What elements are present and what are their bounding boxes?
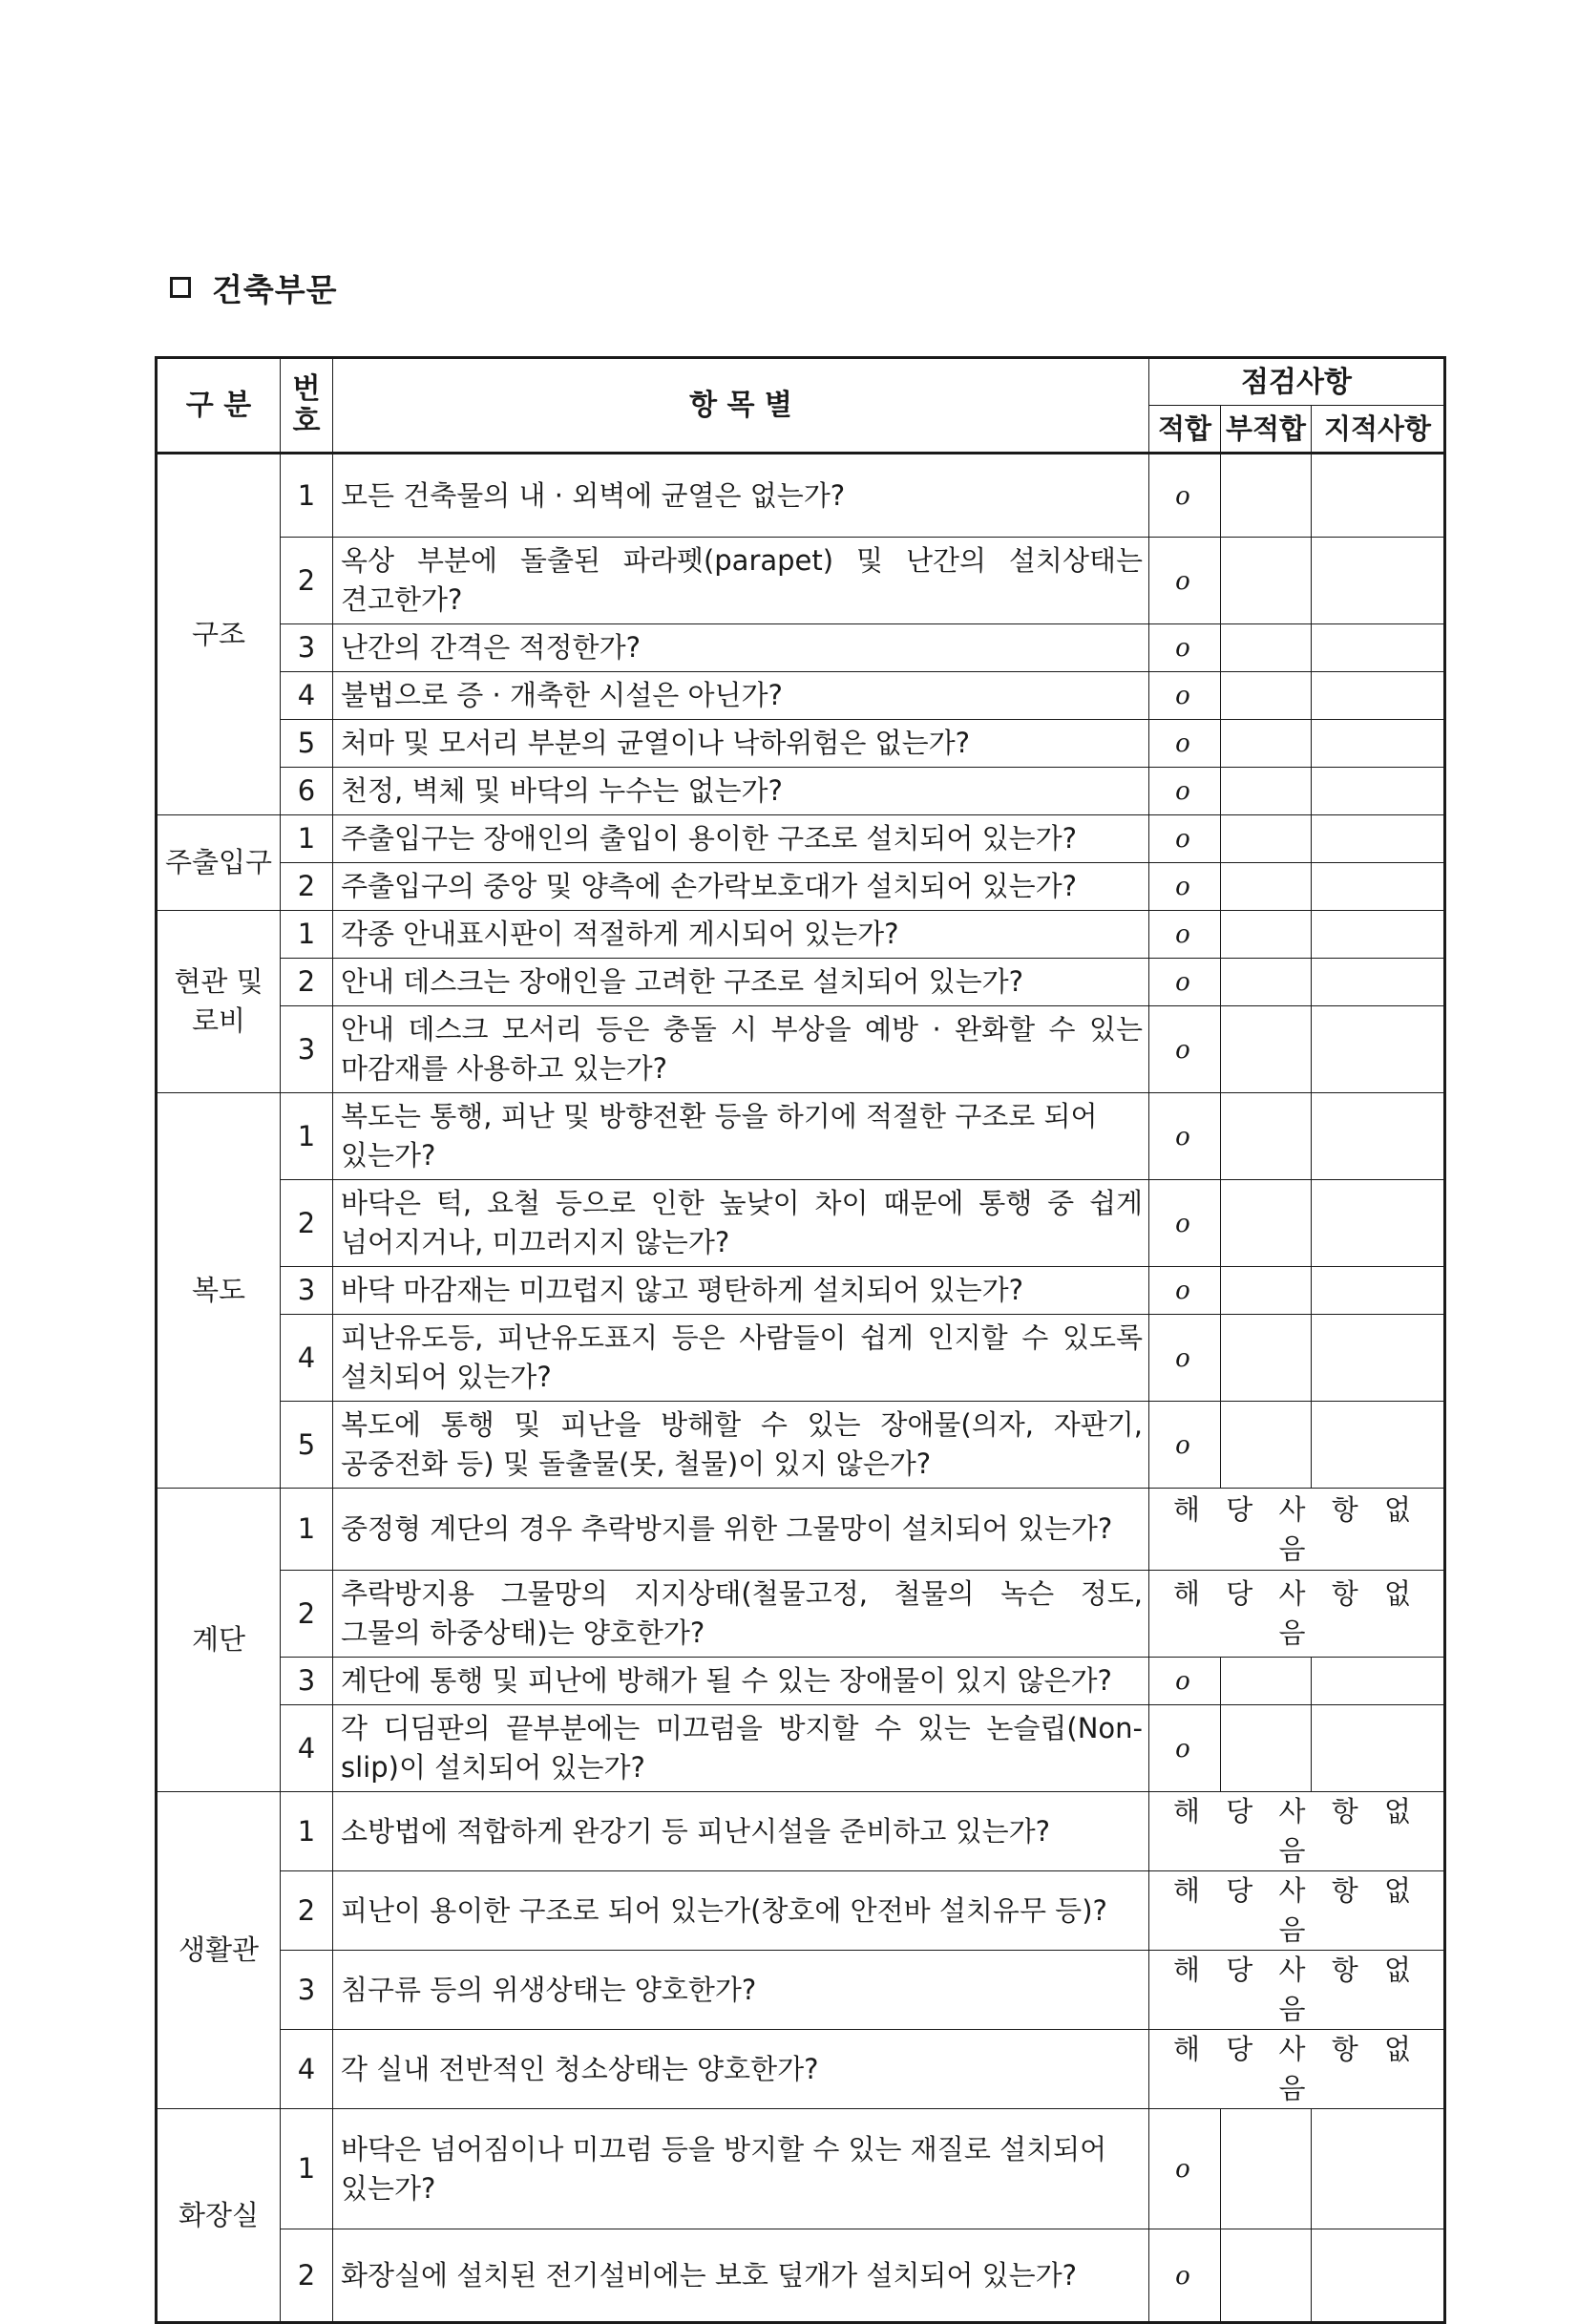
item-number: 1 (281, 911, 333, 959)
pass-cell (1149, 624, 1221, 672)
not-applicable-cell: 해 당 사 항 없 음 (1149, 1951, 1445, 2030)
item-question: 복도는 통행, 피난 및 방향전환 등을 하기에 적절한 구조로 되어 있는가? (333, 1093, 1149, 1180)
pass-cell (1149, 2109, 1221, 2229)
fail-cell (1221, 2229, 1312, 2323)
category-cell: 계단 (157, 1489, 281, 1792)
square-bullet-icon (170, 277, 191, 298)
table-row (157, 454, 1445, 538)
remarks-cell (1312, 1315, 1445, 1402)
pass-mark: o (1175, 729, 1190, 758)
table-row (157, 1871, 1445, 1951)
pass-mark: o (1175, 682, 1190, 710)
table-row (157, 538, 1445, 624)
pass-mark: o (1175, 920, 1190, 949)
table-row (157, 959, 1445, 1006)
item-number: 4 (281, 1705, 333, 1792)
pass-mark: o (1175, 2261, 1190, 2291)
item-number: 3 (281, 1267, 333, 1315)
table-row (157, 1489, 1445, 1571)
item-number: 2 (281, 1180, 333, 1267)
item-question: 계단에 통행 및 피난에 방해가 될 수 있는 장애물이 있지 않은가? (333, 1658, 1149, 1705)
item-question: 처마 및 모서리 부분의 균열이나 낙하위험은 없는가? (333, 720, 1149, 768)
table-row (157, 863, 1445, 911)
item-number: 1 (281, 454, 333, 538)
item-question: 화장실에 설치된 전기설비에는 보호 덮개가 설치되어 있는가? (333, 2229, 1149, 2323)
item-question: 바닥 마감재는 미끄럽지 않고 평탄하게 설치되어 있는가? (333, 1267, 1149, 1315)
category-cell: 현관 및 로비 (157, 911, 281, 1093)
remarks-cell (1312, 1093, 1445, 1180)
item-question: 피난유도등, 피난유도표지 등은 사람들이 쉽게 인지할 수 있도록 설치되어 있는가? (333, 1315, 1149, 1402)
item-question: 중정형 계단의 경우 추락방지를 위한 그물망이 설치되어 있는가? (333, 1489, 1149, 1571)
header-number (281, 358, 333, 454)
item-question: 바닥은 넘어짐이나 미끄럼 등을 방지할 수 있는 재질로 설치되어 있는가? (333, 2109, 1149, 2229)
fail-cell (1221, 720, 1312, 768)
item-question: 추락방지용 그물망의 지지상태(철물고정, 철물의 녹슨 정도, 그물의 하중상태)는 양호한가? (333, 1571, 1149, 1658)
pass-cell (1149, 538, 1221, 624)
fail-cell (1221, 1093, 1312, 1180)
pass-mark: o (1175, 1430, 1190, 1460)
fail-cell (1221, 538, 1312, 624)
not-applicable-cell: 해 당 사 항 없 음 (1149, 1571, 1445, 1658)
table-row (157, 1705, 1445, 1792)
table-row (157, 1792, 1445, 1871)
item-question: 안내 데스크 모서리 등은 충돌 시 부상을 예방 · 완화할 수 있는 마감재를 사용하고 있는가? (333, 1006, 1149, 1093)
inspection-table-body (157, 454, 1445, 2323)
pass-cell (1149, 2229, 1221, 2323)
item-number: 5 (281, 1402, 333, 1489)
item-number: 2 (281, 2229, 333, 2323)
remarks-cell (1312, 1267, 1445, 1315)
remarks-cell (1312, 624, 1445, 672)
table-row (157, 1951, 1445, 2030)
item-number: 4 (281, 1315, 333, 1402)
item-number: 5 (281, 720, 333, 768)
pass-mark: o (1175, 481, 1190, 511)
item-question: 주출입구는 장애인의 출입이 용이한 구조로 설치되어 있는가? (333, 815, 1149, 863)
item-question: 모든 건축물의 내 · 외벽에 균열은 없는가? (333, 454, 1149, 538)
header-category: 구 분 (157, 358, 281, 454)
item-number: 3 (281, 624, 333, 672)
item-question: 불법으로 증 · 개축한 시설은 아닌가? (333, 672, 1149, 720)
fail-cell (1221, 2109, 1312, 2229)
item-number: 6 (281, 768, 333, 815)
item-number: 4 (281, 672, 333, 720)
category-cell: 화장실 (157, 2109, 281, 2323)
pass-mark: o (1175, 1035, 1190, 1065)
table-row (157, 624, 1445, 672)
remarks-cell (1312, 1006, 1445, 1093)
item-question: 각 디딤판의 끝부분에는 미끄럼을 방지할 수 있는 논슬립(Non-slip)이 설치되어 있는가? (333, 1705, 1149, 1792)
item-number: 2 (281, 863, 333, 911)
pass-mark: o (1175, 2155, 1190, 2184)
header-inspection: 점검사항 (1149, 358, 1445, 406)
table-row (157, 1315, 1445, 1402)
not-applicable-cell: 해 당 사 항 없 음 (1149, 1489, 1445, 1571)
remarks-cell (1312, 959, 1445, 1006)
pass-mark: o (1175, 777, 1190, 806)
pass-cell (1149, 1705, 1221, 1792)
table-row (157, 1402, 1445, 1489)
fail-cell (1221, 1006, 1312, 1093)
not-applicable-cell: 해 당 사 항 없 음 (1149, 1871, 1445, 1951)
not-applicable-cell: 해 당 사 항 없 음 (1149, 2030, 1445, 2109)
remarks-cell (1312, 1705, 1445, 1792)
fail-cell (1221, 1180, 1312, 1267)
item-number: 2 (281, 538, 333, 624)
category-cell: 주출입구 (157, 815, 281, 911)
category-cell: 복도 (157, 1093, 281, 1489)
category-cell: 생활관 (157, 1792, 281, 2109)
fail-cell (1221, 1315, 1312, 1402)
pass-cell (1149, 815, 1221, 863)
fail-cell (1221, 768, 1312, 815)
fail-cell (1221, 959, 1312, 1006)
pass-cell (1149, 1402, 1221, 1489)
pass-cell (1149, 1315, 1221, 1402)
table-row (157, 768, 1445, 815)
header-fail: 부적합 (1221, 406, 1312, 454)
pass-cell (1149, 1006, 1221, 1093)
item-question: 천정, 벽체 및 바닥의 누수는 없는가? (333, 768, 1149, 815)
pass-mark: o (1175, 1343, 1190, 1373)
table-row (157, 1658, 1445, 1705)
remarks-cell (1312, 2229, 1445, 2323)
table-row (157, 1267, 1445, 1315)
pass-cell (1149, 1658, 1221, 1705)
header-item: 항 목 별 (333, 358, 1149, 454)
item-number: 4 (281, 2030, 333, 2109)
table-row (157, 911, 1445, 959)
fail-cell (1221, 672, 1312, 720)
table-row (157, 2109, 1445, 2229)
item-question: 각 실내 전반적인 청소상태는 양호한가? (333, 2030, 1149, 2109)
fail-cell (1221, 1658, 1312, 1705)
remarks-cell (1312, 672, 1445, 720)
item-question: 소방법에 적합하게 완강기 등 피난시설을 준비하고 있는가? (333, 1792, 1149, 1871)
pass-cell (1149, 959, 1221, 1006)
fail-cell (1221, 1267, 1312, 1315)
item-number: 1 (281, 2109, 333, 2229)
pass-mark: o (1175, 1277, 1190, 1305)
remarks-cell (1312, 1658, 1445, 1705)
header-number-text: 번호 (292, 371, 321, 438)
item-question: 침구류 등의 위생상태는 양호한가? (333, 1951, 1149, 2030)
fail-cell (1221, 911, 1312, 959)
pass-mark: o (1175, 1667, 1190, 1696)
pass-mark: o (1175, 634, 1190, 663)
pass-cell (1149, 768, 1221, 815)
table-row (157, 2229, 1445, 2323)
remarks-cell (1312, 1402, 1445, 1489)
item-question: 난간의 간격은 적정한가? (333, 624, 1149, 672)
item-question: 각종 안내표시판이 적절하게 게시되어 있는가? (333, 911, 1149, 959)
pass-cell (1149, 672, 1221, 720)
table-row (157, 815, 1445, 863)
item-number: 1 (281, 815, 333, 863)
fail-cell (1221, 815, 1312, 863)
item-question: 안내 데스크는 장애인을 고려한 구조로 설치되어 있는가? (333, 959, 1149, 1006)
item-number: 1 (281, 1792, 333, 1871)
pass-cell (1149, 1180, 1221, 1267)
remarks-cell (1312, 911, 1445, 959)
section-heading (170, 265, 338, 310)
header-remarks: 지적사항 (1312, 406, 1445, 454)
remarks-cell (1312, 768, 1445, 815)
not-applicable-cell: 해 당 사 항 없 음 (1149, 1792, 1445, 1871)
remarks-cell (1312, 538, 1445, 624)
remarks-cell (1312, 815, 1445, 863)
fail-cell (1221, 1402, 1312, 1489)
item-number: 3 (281, 1006, 333, 1093)
item-number: 2 (281, 1571, 333, 1658)
item-question: 주출입구의 중앙 및 양측에 손가락보호대가 설치되어 있는가? (333, 863, 1149, 911)
inspection-table (155, 356, 1446, 2324)
pass-mark: o (1175, 968, 1190, 997)
fail-cell (1221, 454, 1312, 538)
remarks-cell (1312, 863, 1445, 911)
section-title: 건축부문 (212, 271, 338, 308)
pass-cell (1149, 863, 1221, 911)
item-number: 1 (281, 1489, 333, 1571)
fail-cell (1221, 1705, 1312, 1792)
pass-mark: o (1175, 566, 1190, 596)
item-question: 옥상 부분에 돌출된 파라펫(parapet) 및 난간의 설치상태는 견고한가? (333, 538, 1149, 624)
table-row (157, 720, 1445, 768)
item-question: 복도에 통행 및 피난을 방해할 수 있는 장애물(의자, 자판기, 공중전화 등) 및 돌출물(못, 철물)이 있지 않은가? (333, 1402, 1149, 1489)
pass-mark: o (1175, 825, 1190, 854)
item-number: 2 (281, 1871, 333, 1951)
pass-cell (1149, 1267, 1221, 1315)
pass-cell (1149, 720, 1221, 768)
pass-cell (1149, 454, 1221, 538)
pass-mark: o (1175, 873, 1190, 901)
pass-mark: o (1175, 1209, 1190, 1238)
item-question: 피난이 용이한 구조로 되어 있는가(창호에 안전바 설치유무 등)? (333, 1871, 1149, 1951)
category-cell: 구조 (157, 454, 281, 815)
table-row (157, 2030, 1445, 2109)
fail-cell (1221, 863, 1312, 911)
pass-mark: o (1175, 1122, 1190, 1151)
remarks-cell (1312, 454, 1445, 538)
item-question: 바닥은 턱, 요철 등으로 인한 높낮이 차이 때문에 통행 중 쉽게 넘어지거나, 미끄러지지 않는가? (333, 1180, 1149, 1267)
remarks-cell (1312, 1180, 1445, 1267)
item-number: 1 (281, 1093, 333, 1180)
table-row (157, 1180, 1445, 1267)
item-number: 3 (281, 1658, 333, 1705)
table-row (157, 1006, 1445, 1093)
header-pass: 적합 (1149, 406, 1221, 454)
table-row (157, 1571, 1445, 1658)
fail-cell (1221, 624, 1312, 672)
table-row (157, 1093, 1445, 1180)
item-number: 3 (281, 1951, 333, 2030)
remarks-cell (1312, 2109, 1445, 2229)
pass-mark: o (1175, 1734, 1190, 1764)
item-number: 2 (281, 959, 333, 1006)
pass-cell (1149, 1093, 1221, 1180)
table-row (157, 672, 1445, 720)
pass-cell (1149, 911, 1221, 959)
remarks-cell (1312, 720, 1445, 768)
